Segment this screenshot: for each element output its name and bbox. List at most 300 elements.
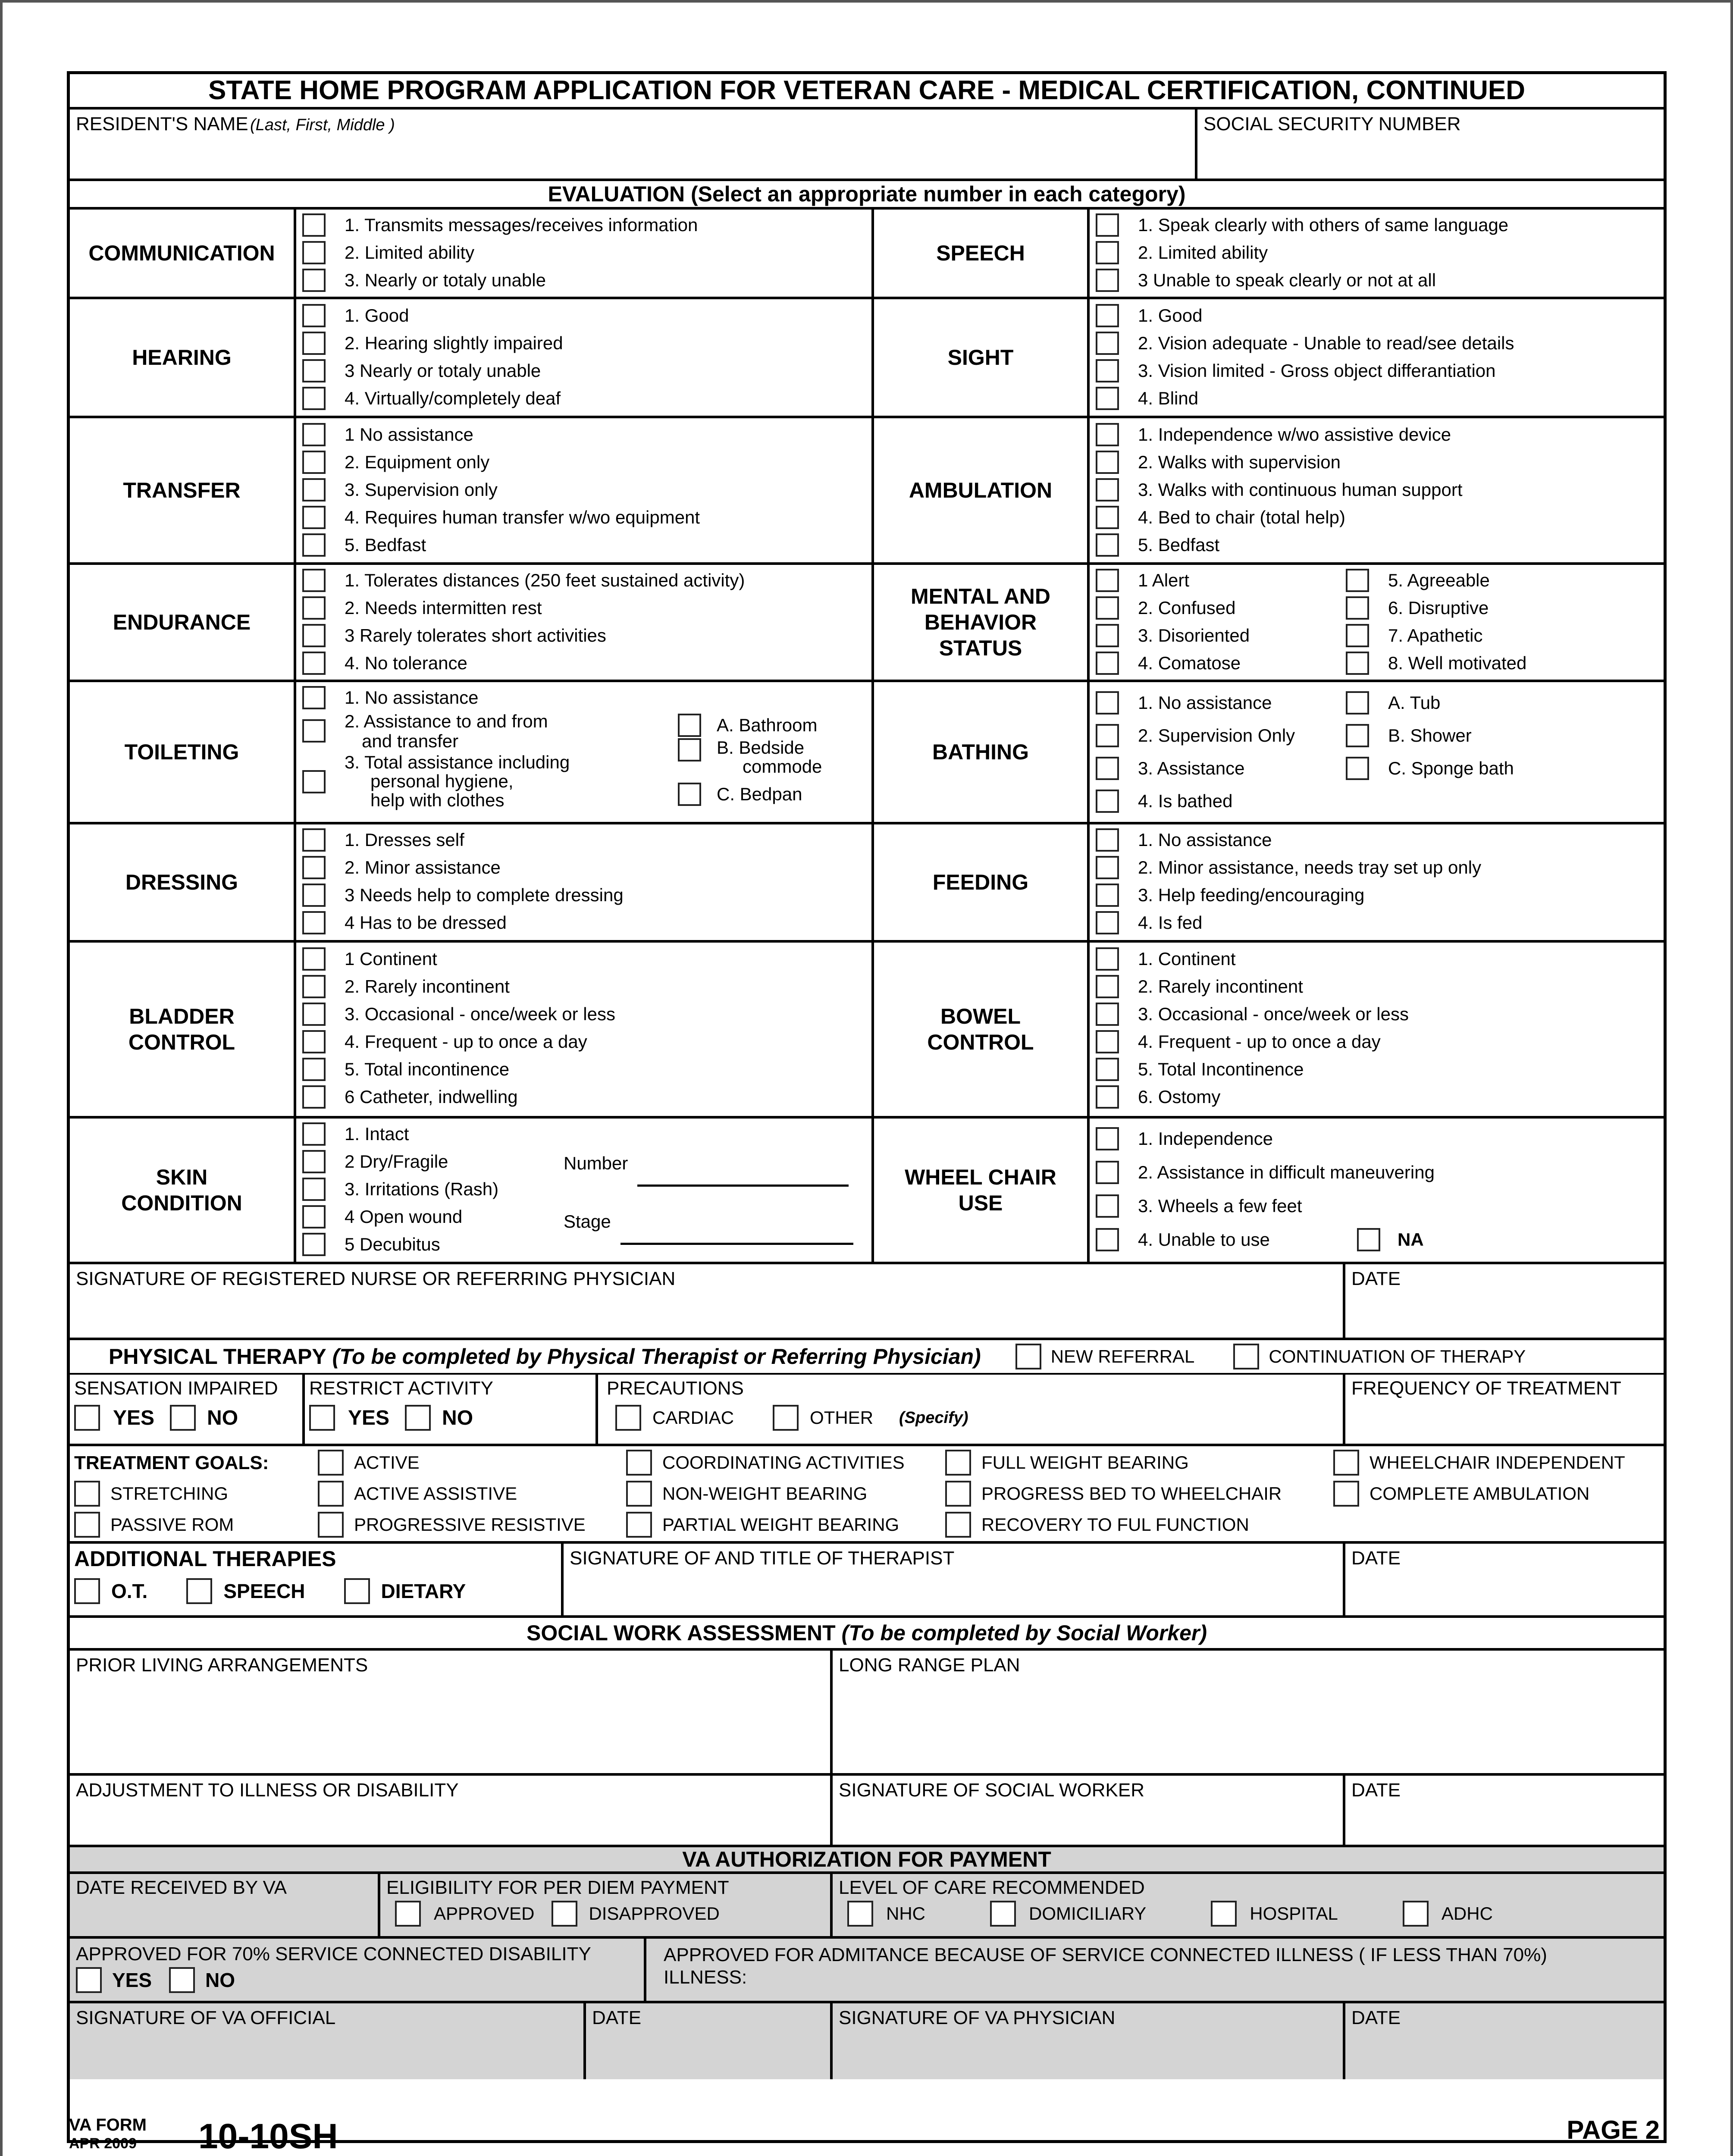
checkbox[interactable] [945, 1512, 971, 1538]
long-range-plan-label: LONG RANGE PLAN [839, 1655, 1020, 1676]
mental-option-4: 4. Comatose [1138, 653, 1241, 673]
checkbox[interactable] [186, 1578, 212, 1604]
toileting-sub-c: C. Bedpan [717, 784, 802, 804]
checkbox[interactable] [1096, 269, 1119, 292]
checkbox[interactable] [74, 1578, 100, 1604]
mental-option-1: 1 Alert [1138, 570, 1190, 590]
form [67, 71, 1667, 2143]
admitance-label: APPROVED FOR ADMITANCE BECAUSE OF SERVICE CONNECTED ILLNESS ( IF LESS THAN 70%) [664, 1944, 1547, 1965]
checkbox[interactable] [302, 478, 326, 501]
checkbox[interactable] [302, 975, 326, 998]
checkbox[interactable] [405, 1405, 431, 1431]
evaluation-grid [70, 210, 1664, 1264]
checkbox[interactable] [302, 506, 326, 529]
sight-option-1: 1. Good [1138, 305, 1203, 326]
transfer-label: TRANSFER [70, 418, 296, 562]
checkbox[interactable] [1096, 506, 1119, 529]
feeding-option-3: 3. Help feeding/encouraging [1138, 885, 1365, 905]
checkbox[interactable] [169, 1967, 195, 1993]
skin-stage-field[interactable] [564, 1211, 853, 1232]
checkbox[interactable] [395, 1901, 421, 1927]
date-received-field[interactable] [70, 1874, 380, 1936]
goal-complete-ambulation: COMPLETE AMBULATION [1369, 1483, 1590, 1504]
admitance-field[interactable] [646, 1939, 1664, 2001]
checkbox[interactable] [74, 1512, 100, 1538]
endurance-option-4: 4. No tolerance [345, 653, 467, 673]
approved-70-no: NO [205, 1969, 235, 1991]
checkbox[interactable] [1096, 213, 1119, 237]
resident-name-field[interactable] [70, 110, 1197, 179]
checkbox[interactable] [1096, 724, 1119, 747]
ambulation-option-4: 4. Bed to chair (total help) [1138, 507, 1345, 527]
bladder-label [70, 943, 296, 1116]
additional-therapies-label: ADDITIONAL THERAPIES [74, 1547, 336, 1571]
date-label: DATE [1351, 1268, 1401, 1289]
wheelchair-option-2: 2. Assistance in difficult maneuvering [1138, 1162, 1435, 1182]
feeding-option-4: 4. Is fed [1138, 912, 1203, 933]
dressing-option-1: 1. Dresses self [345, 830, 464, 850]
checkbox[interactable] [302, 1030, 326, 1053]
approved-70-label: APPROVED FOR 70% SERVICE CONNECTED DISABILITY [76, 1943, 591, 1965]
feeding-label: FEEDING [874, 824, 1090, 940]
sight-option-3: 3. Vision limited - Gross object differantiation [1138, 360, 1496, 381]
mental-option-7: 7. Apathetic [1388, 625, 1483, 646]
checkbox[interactable] [1096, 884, 1119, 907]
restrict-label: RESTRICT ACTIVITY [309, 1378, 494, 1399]
checkbox[interactable] [302, 387, 326, 410]
checkbox[interactable] [302, 652, 326, 675]
toileting-option-2: 2. Assistance to and from [345, 711, 548, 731]
hearing-option-1: 1. Good [345, 305, 409, 326]
bowel-label [874, 943, 1090, 1116]
date-label: DATE [1351, 1548, 1401, 1569]
checkbox[interactable] [615, 1405, 641, 1431]
checkbox[interactable] [1096, 1058, 1119, 1081]
communication-label: COMMUNICATION [70, 210, 296, 297]
sensation-yes: YES [113, 1406, 155, 1429]
bowel-option-4: 4. Frequent - up to once a day [1138, 1031, 1381, 1052]
toileting-option-3-cont2: help with clothes [370, 790, 505, 810]
therapist-date-field[interactable] [1345, 1544, 1664, 1615]
toileting-sub-b: B. Bedside [717, 737, 805, 758]
checkbox[interactable] [302, 911, 326, 934]
skin-label-line-2: CONDITION [121, 1191, 242, 1215]
frequency-field[interactable] [1345, 1375, 1664, 1444]
checkbox[interactable] [1096, 624, 1119, 647]
hearing-option-3: 3 Nearly or totaly unable [345, 360, 541, 381]
transfer-option-1: 1 No assistance [345, 424, 473, 445]
physical-therapy-title: PHYSICAL THERAPY [109, 1344, 326, 1369]
transfer-option-2: 2. Equipment only [345, 452, 490, 472]
checkbox[interactable] [1346, 724, 1369, 747]
checkbox[interactable] [302, 1085, 326, 1109]
dressing-option-3: 3 Needs help to complete dressing [345, 885, 624, 905]
goal-partial-weight: PARTIAL WEIGHT BEARING [662, 1514, 899, 1535]
va-physician-date-field[interactable] [1345, 2003, 1664, 2079]
bladder-option-6: 6 Catheter, indwelling [345, 1087, 518, 1107]
ssn-label: SOCIAL SECURITY NUMBER [1203, 113, 1461, 135]
mental-label-line-3: STATUS [939, 636, 1022, 660]
checkbox[interactable] [1096, 359, 1119, 382]
nurse-date-field[interactable] [1345, 1264, 1664, 1338]
checkbox[interactable] [302, 1058, 326, 1081]
checkbox[interactable] [302, 686, 326, 709]
checkbox[interactable] [626, 1512, 652, 1538]
bathing-sub-b: B. Shower [1388, 725, 1472, 746]
hearing-option-4: 4. Virtually/completely deaf [345, 388, 561, 408]
checkbox[interactable] [302, 304, 326, 327]
bathing-option-4: 4. Is bathed [1138, 791, 1233, 811]
toileting-option-1: 1. No assistance [345, 687, 479, 708]
bowel-option-3: 3. Occasional - once/week or less [1138, 1004, 1409, 1024]
bladder-label-line-2: CONTROL [128, 1030, 235, 1054]
checkbox[interactable] [1096, 1085, 1119, 1109]
form-footer [69, 2115, 147, 2152]
mental-label-line-1: MENTAL AND [910, 584, 1051, 608]
checkbox[interactable] [302, 1205, 326, 1228]
frequency-label: FREQUENCY OF TREATMENT [1351, 1378, 1621, 1399]
goal-progressive-resistive: PROGRESSIVE RESISTIVE [354, 1514, 586, 1535]
checkbox[interactable] [318, 1481, 344, 1507]
checkbox[interactable] [302, 423, 326, 446]
checkbox[interactable] [1096, 1127, 1119, 1150]
checkbox[interactable] [74, 1405, 100, 1431]
checkbox[interactable] [847, 1901, 873, 1927]
checkbox[interactable] [1346, 691, 1369, 714]
checkbox[interactable] [1096, 975, 1119, 998]
checkbox[interactable] [1096, 652, 1119, 675]
bowel-label-line-1: BOWEL [940, 1004, 1021, 1028]
va-authorization-section [70, 1847, 1664, 2079]
ambulation-label: AMBULATION [874, 418, 1090, 562]
other-label: OTHER [810, 1407, 874, 1428]
checkbox[interactable] [1357, 1228, 1380, 1251]
toileting-option-3-cont: personal hygiene, [370, 771, 514, 791]
bladder-option-1: 1 Continent [345, 949, 437, 969]
checkbox[interactable] [1096, 387, 1119, 410]
social-work-subtitle: (To be completed by Social Worker) [841, 1621, 1207, 1645]
skin-option-3: 3. Irritations (Rash) [345, 1179, 499, 1199]
checkbox[interactable] [302, 332, 326, 355]
bladder-option-3: 3. Occasional - once/week or less [345, 1004, 615, 1024]
checkbox[interactable] [302, 1122, 326, 1146]
checkbox[interactable] [302, 596, 326, 620]
checkbox[interactable] [1096, 478, 1119, 501]
skin-option-5: 5 Decubitus [345, 1234, 440, 1254]
toileting-sub-b-cont: commode [743, 756, 822, 777]
communication-option-1: 1. Transmits messages/receives information [345, 215, 698, 235]
checkbox[interactable] [302, 1150, 326, 1173]
checkbox[interactable] [1096, 691, 1119, 714]
communication-option-3: 3. Nearly or totaly unable [345, 270, 546, 290]
checkbox[interactable] [302, 947, 326, 971]
ssn-field[interactable] [1197, 110, 1664, 179]
form-title: STATE HOME PROGRAM APPLICATION FOR VETERAN CARE - MEDICAL CERTIFICATION, CONTINUED [208, 75, 1526, 105]
wheelchair-option-1: 1. Independence [1138, 1128, 1273, 1149]
ambulation-option-5: 5. Bedfast [1138, 535, 1220, 555]
goal-active-assistive: ACTIVE ASSISTIVE [354, 1483, 517, 1504]
bladder-option-2: 2. Rarely incontinent [345, 976, 510, 997]
social-worker-date-field[interactable] [1345, 1776, 1664, 1845]
skin-label [70, 1119, 296, 1262]
checkbox[interactable] [945, 1450, 971, 1476]
va-physician-signature-label: SIGNATURE OF VA PHYSICIAN [839, 2007, 1116, 2028]
checkbox[interactable] [626, 1481, 652, 1507]
restrict-yes: YES [348, 1406, 390, 1429]
checkbox[interactable] [302, 719, 326, 743]
checkbox[interactable] [1233, 1344, 1259, 1369]
dressing-label: DRESSING [70, 824, 296, 940]
checkbox[interactable] [1346, 652, 1369, 675]
form-number: 10-10SH [198, 2117, 338, 2156]
checkbox[interactable] [170, 1405, 196, 1431]
feeding-option-1: 1. No assistance [1138, 830, 1272, 850]
checkbox[interactable] [1096, 947, 1119, 971]
checkbox[interactable] [1096, 304, 1119, 327]
wheelchair-option-3: 3. Wheels a few feet [1138, 1196, 1302, 1216]
goal-passive-rom: PASSIVE ROM [110, 1514, 234, 1535]
checkbox[interactable] [302, 533, 326, 557]
checkbox[interactable] [1211, 1901, 1237, 1927]
precautions-label: PRECAUTIONS [607, 1378, 744, 1399]
skin-label-line-1: SKIN [156, 1165, 208, 1189]
checkbox[interactable] [302, 569, 326, 592]
transfer-option-5: 5. Bedfast [345, 535, 426, 555]
skin-number-field[interactable] [564, 1153, 849, 1174]
speech-option-3: 3 Unable to speak clearly or not at all [1138, 270, 1436, 290]
bathing-sub-a: A. Tub [1388, 693, 1441, 713]
checkbox[interactable] [74, 1481, 100, 1507]
checkbox[interactable] [302, 241, 326, 264]
ambulation-option-2: 2. Walks with supervision [1138, 452, 1341, 472]
nurse-signature-field[interactable] [70, 1264, 1345, 1338]
va-official-date-field[interactable] [586, 2003, 833, 2079]
checkbox[interactable] [1096, 596, 1119, 620]
social-worker-signature-label: SIGNATURE OF SOCIAL WORKER [839, 1780, 1144, 1801]
bathing-label: BATHING [874, 682, 1090, 822]
wheelchair-option-4: 4. Unable to use [1138, 1229, 1270, 1250]
goal-full-weight: FULL WEIGHT BEARING [981, 1452, 1189, 1473]
endurance-option-3: 3 Rarely tolerates short activities [345, 625, 606, 646]
checkbox[interactable] [302, 359, 326, 382]
checkbox[interactable] [1346, 569, 1369, 592]
mental-option-5: 5. Agreeable [1388, 570, 1490, 590]
checkbox[interactable] [309, 1405, 335, 1431]
checkbox[interactable] [1096, 757, 1119, 780]
adjustment-label: ADJUSTMENT TO ILLNESS OR DISABILITY [76, 1780, 459, 1801]
new-referral-label: NEW REFERRAL [1050, 1346, 1195, 1366]
bathing-option-2: 2. Supervision Only [1138, 725, 1295, 746]
social-worker-signature-field[interactable] [833, 1776, 1345, 1845]
speech-option-1: 1. Speak clearly with others of same language [1138, 215, 1509, 235]
approved-label: APPROVED [434, 1903, 535, 1924]
bathing-option-1: 1. No assistance [1138, 693, 1272, 713]
checkbox[interactable] [302, 856, 326, 879]
sight-label: SIGHT [874, 299, 1090, 416]
wheelchair-na: NA [1398, 1229, 1424, 1250]
checkbox[interactable] [318, 1512, 344, 1538]
checkbox[interactable] [302, 451, 326, 474]
wheelchair-label-line-2: USE [958, 1191, 1003, 1215]
checkbox[interactable] [626, 1450, 652, 1476]
checkbox[interactable] [678, 783, 701, 806]
checkbox[interactable] [773, 1405, 799, 1431]
mental-option-8: 8. Well motivated [1388, 653, 1527, 673]
dressing-option-2: 2. Minor assistance [345, 857, 501, 877]
sensation-no: NO [207, 1406, 238, 1429]
mental-option-3: 3. Disoriented [1138, 625, 1250, 646]
date-received-label: DATE RECEIVED BY VA [76, 1877, 287, 1898]
checkbox[interactable] [1096, 241, 1119, 264]
checkbox[interactable] [990, 1901, 1016, 1927]
checkbox[interactable] [1096, 332, 1119, 355]
checkbox[interactable] [1346, 624, 1369, 647]
checkbox[interactable] [1403, 1901, 1429, 1927]
checkbox[interactable] [1346, 757, 1369, 780]
va-form-label: VA FORM [69, 2115, 147, 2134]
mental-label [874, 565, 1090, 680]
checkbox[interactable] [302, 624, 326, 647]
checkbox[interactable] [1096, 1003, 1119, 1026]
checkbox[interactable] [1096, 1194, 1119, 1218]
checkbox[interactable] [1096, 1228, 1119, 1251]
bladder-option-4: 4. Frequent - up to once a day [345, 1031, 587, 1052]
page-number: PAGE 2 [1567, 2115, 1660, 2144]
transfer-option-3: 3. Supervision only [345, 479, 498, 500]
checkbox[interactable] [1096, 569, 1119, 592]
checkbox[interactable] [302, 828, 326, 852]
sight-option-4: 4. Blind [1138, 388, 1199, 408]
ambulation-option-1: 1. Independence w/wo assistive device [1138, 424, 1451, 445]
physical-therapy-subtitle: (To be completed by Physical Therapist or Referring Physician) [332, 1344, 981, 1369]
goal-active: ACTIVE [354, 1452, 420, 1473]
checkbox[interactable] [318, 1450, 344, 1476]
resident-name-label: RESIDENT'S NAME [76, 113, 248, 135]
checkbox[interactable] [945, 1481, 971, 1507]
hearing-label: HEARING [70, 299, 296, 416]
checkbox[interactable] [302, 884, 326, 907]
mental-option-2: 2. Confused [1138, 598, 1236, 618]
va-physician-signature-field[interactable] [833, 2003, 1345, 2079]
bowel-option-5: 5. Total Incontinence [1138, 1059, 1304, 1079]
checkbox[interactable] [1096, 1030, 1119, 1053]
bladder-label-line-1: BLADDER [129, 1004, 235, 1028]
therapist-signature-field[interactable] [564, 1544, 1345, 1615]
checkbox[interactable] [552, 1901, 577, 1927]
social-work-title: SOCIAL WORK ASSESSMENT [526, 1621, 836, 1645]
date-label: DATE [592, 2007, 642, 2028]
prior-living-label: PRIOR LIVING ARRANGEMENTS [76, 1655, 368, 1676]
checkbox[interactable] [1096, 423, 1119, 446]
checkbox[interactable] [302, 770, 326, 793]
admitance-illness-label: ILLNESS: [664, 1967, 747, 1988]
skin-option-1: 1. Intact [345, 1124, 409, 1144]
skin-option-4: 4 Open wound [345, 1206, 463, 1227]
checkbox[interactable] [1096, 790, 1119, 813]
checkbox[interactable] [1346, 596, 1369, 620]
endurance-option-2: 2. Needs intermitten rest [345, 598, 542, 618]
long-range-plan-field[interactable] [833, 1651, 1664, 1773]
bathing-option-3: 3. Assistance [1138, 758, 1245, 778]
skin-stage-label: Stage [564, 1211, 611, 1232]
specify-label: (Specify) [899, 1408, 968, 1427]
bowel-label-line-2: CONTROL [927, 1030, 1034, 1054]
checkbox[interactable] [1015, 1344, 1041, 1369]
goal-coordinating: COORDINATING ACTIVITIES [662, 1452, 905, 1473]
checkbox[interactable] [76, 1967, 102, 1993]
va-authorization-title: VA AUTHORIZATION FOR PAYMENT [682, 1847, 1051, 1871]
eligibility-label: ELIGIBILITY FOR PER DIEM PAYMENT [386, 1877, 729, 1898]
toileting-label: TOILETING [70, 682, 296, 822]
checkbox[interactable] [302, 213, 326, 237]
level-of-care-label: LEVEL OF CARE RECOMMENDED [839, 1877, 1145, 1898]
adjustment-field[interactable] [70, 1776, 833, 1845]
checkbox[interactable] [302, 1233, 326, 1256]
toileting-option-3: 3. Total assistance including [345, 752, 570, 772]
skin-option-2: 2 Dry/Fragile [345, 1151, 448, 1172]
va-official-signature-field[interactable] [70, 2003, 586, 2079]
cardiac-label: CARDIAC [652, 1407, 734, 1428]
disapproved-label: DISAPPROVED [589, 1903, 720, 1924]
prior-living-field[interactable] [70, 1651, 833, 1773]
wheelchair-label [874, 1119, 1090, 1262]
bowel-option-6: 6. Ostomy [1138, 1087, 1221, 1107]
approved-70-yes: YES [112, 1969, 152, 1991]
date-label: DATE [1351, 1780, 1401, 1801]
mental-label-line-2: BEHAVIOR [924, 610, 1037, 634]
checkbox[interactable] [1096, 533, 1119, 557]
endurance-label: ENDURANCE [70, 565, 296, 680]
checkbox[interactable] [1096, 856, 1119, 879]
checkbox[interactable] [302, 1178, 326, 1201]
goal-stretching: STRETCHING [110, 1483, 228, 1504]
ot-label: O.T. [111, 1580, 148, 1602]
speech-label: SPEECH [874, 210, 1090, 297]
checkbox[interactable] [302, 1003, 326, 1026]
checkbox[interactable] [678, 738, 701, 761]
nhc-label: NHC [886, 1903, 925, 1924]
nurse-signature-label: SIGNATURE OF REGISTERED NURSE OR REFERRING PHYSICIAN [76, 1268, 676, 1289]
restrict-no: NO [442, 1406, 473, 1429]
checkbox[interactable] [1096, 451, 1119, 474]
checkbox[interactable] [678, 714, 701, 737]
checkbox[interactable] [344, 1578, 370, 1604]
sight-option-2: 2. Vision adequate - Unable to read/see details [1138, 333, 1514, 353]
checkbox[interactable] [1096, 828, 1119, 852]
skin-number-label: Number [564, 1153, 628, 1173]
bowel-option-1: 1. Continent [1138, 949, 1236, 969]
hospital-label: HOSPITAL [1250, 1903, 1338, 1924]
goal-recovery: RECOVERY TO FUL FUNCTION [981, 1514, 1249, 1535]
checkbox[interactable] [1096, 911, 1119, 934]
speech-therapy-label: SPEECH [223, 1580, 305, 1602]
communication-option-2: 2. Limited ability [345, 242, 475, 263]
resident-name-hint: (Last, First, Middle ) [250, 116, 395, 134]
checkbox[interactable] [302, 269, 326, 292]
checkbox[interactable] [1333, 1450, 1359, 1476]
dietary-label: DIETARY [381, 1580, 466, 1602]
adhc-label: ADHC [1441, 1903, 1493, 1924]
checkbox[interactable] [1333, 1481, 1359, 1507]
sensation-label: SENSATION IMPAIRED [74, 1378, 278, 1399]
toileting-option-2-cont: and transfer [362, 731, 459, 751]
va-official-signature-label: SIGNATURE OF VA OFFICIAL [76, 2007, 336, 2028]
checkbox[interactable] [1096, 1161, 1119, 1184]
wheelchair-label-line-1: WHEEL CHAIR [905, 1165, 1056, 1189]
goal-wheelchair-independent: WHEELCHAIR INDEPENDENT [1369, 1452, 1625, 1473]
toileting-sub-a: A. Bathroom [717, 715, 818, 735]
ambulation-option-3: 3. Walks with continuous human support [1138, 479, 1463, 500]
